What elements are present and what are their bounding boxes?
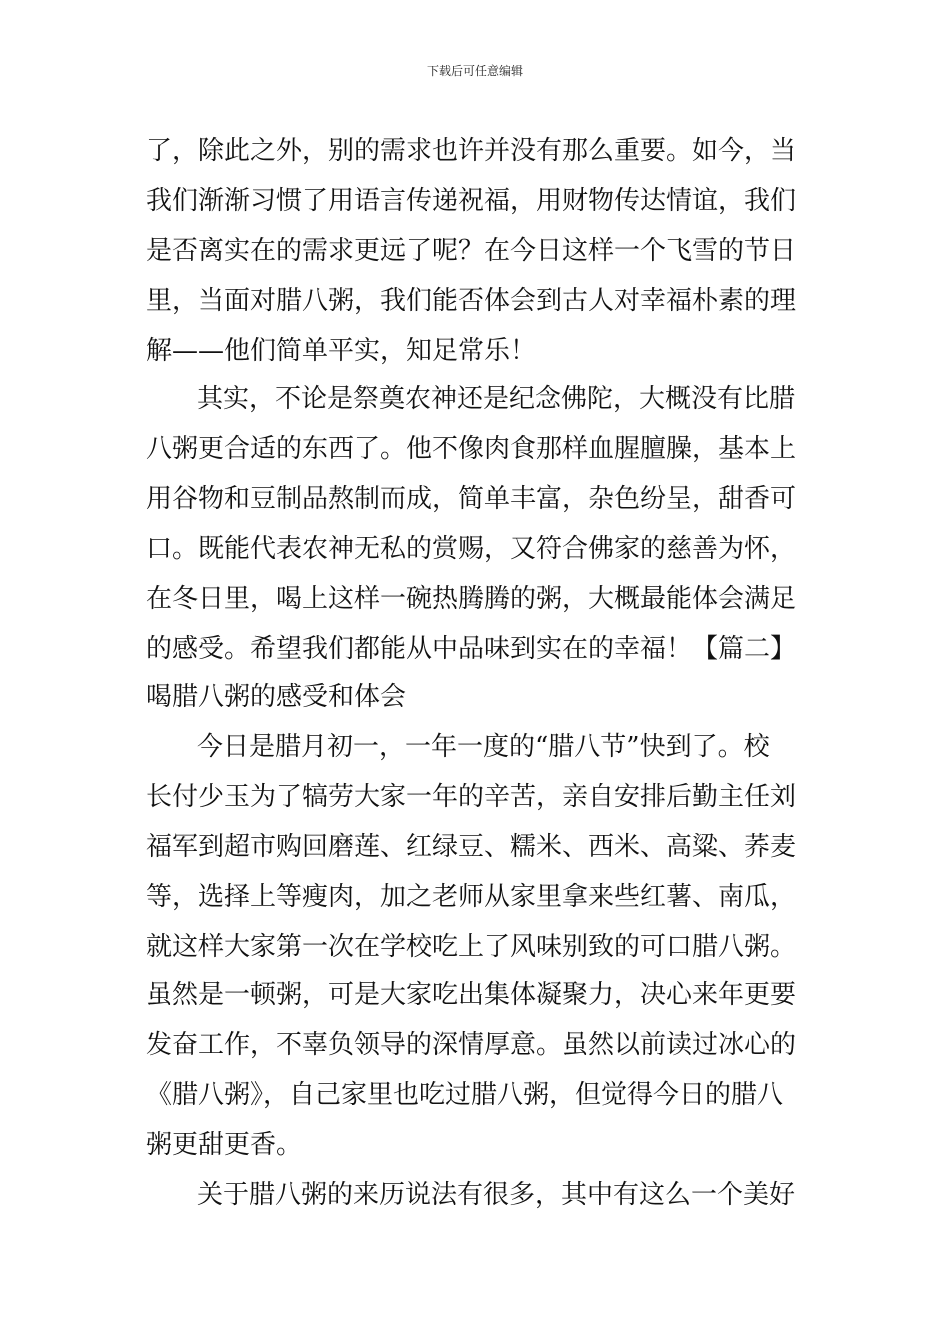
paragraph-first-line: 今日是腊月初一，一年一度的“腊八节”快到了。校 [197, 732, 770, 762]
text-line: 的感受。希望我们都能从中品味到实在的幸福！【篇二】 [146, 634, 797, 664]
text-line: 福军到超市购回磨莲、红绿豆、糯米、西米、高粱、荞麦 [146, 832, 797, 862]
text-line: 解——他们简单平实，知足常乐！ [146, 336, 537, 366]
text-line: 在冬日里，喝上这样一碗热腾腾的粥，大概最能体会满足 [146, 584, 797, 614]
paragraph-first-line: 其实，不论是祭奠农神还是纪念佛陀，大概没有比腊 [197, 384, 796, 414]
text-line: 里，当面对腊八粥，我们能否体会到古人对幸福朴素的理 [146, 286, 797, 316]
text-line: 发奋工作，不辜负领导的深情厚意。虽然以前读过冰心的 [146, 1030, 797, 1060]
text-line: 长付少玉为了犒劳大家一年的辛苦，亲自安排后勤主任刘 [146, 782, 797, 812]
text-line: 就这样大家第一次在学校吃上了风味别致的可口腊八粥。 [146, 932, 797, 962]
text-line: 《腊八粥》，自己家里也吃过腊八粥，但觉得今日的腊八 [146, 1080, 784, 1110]
text-line: 是否离实在的需求更远了呢？在今日这样一个飞雪的节日 [146, 236, 797, 266]
text-line: 口。既能代表农神无私的赏赐，又符合佛家的慈善为怀， [146, 534, 797, 564]
paragraph-first-line: 关于腊八粥的来历说法有很多，其中有这么一个美好 [197, 1180, 796, 1210]
section-heading-line: 喝腊八粥的感受和体会 [146, 682, 407, 712]
text-line: 虽然是一顿粥，可是大家吃出集体凝聚力，决心来年更要 [146, 980, 797, 1010]
text-line: 我们渐渐习惯了用语言传递祝福，用财物传达情谊，我们 [146, 186, 797, 216]
text-line: 等，选择上等瘦肉，加之老师从家里拿来些红薯、南瓜， [146, 882, 797, 912]
page-header-note: 下载后可任意编辑 [426, 64, 523, 78]
text-line: 了，除此之外，别的需求也许并没有那么重要。如今，当 [146, 136, 797, 166]
text-line: 八粥更合适的东西了。他不像肉食那样血腥膻臊，基本上 [146, 434, 797, 464]
text-line: 用谷物和豆制品熬制而成，简单丰富，杂色纷呈，甜香可 [146, 484, 797, 514]
text-line: 粥更甜更香。 [146, 1130, 303, 1160]
